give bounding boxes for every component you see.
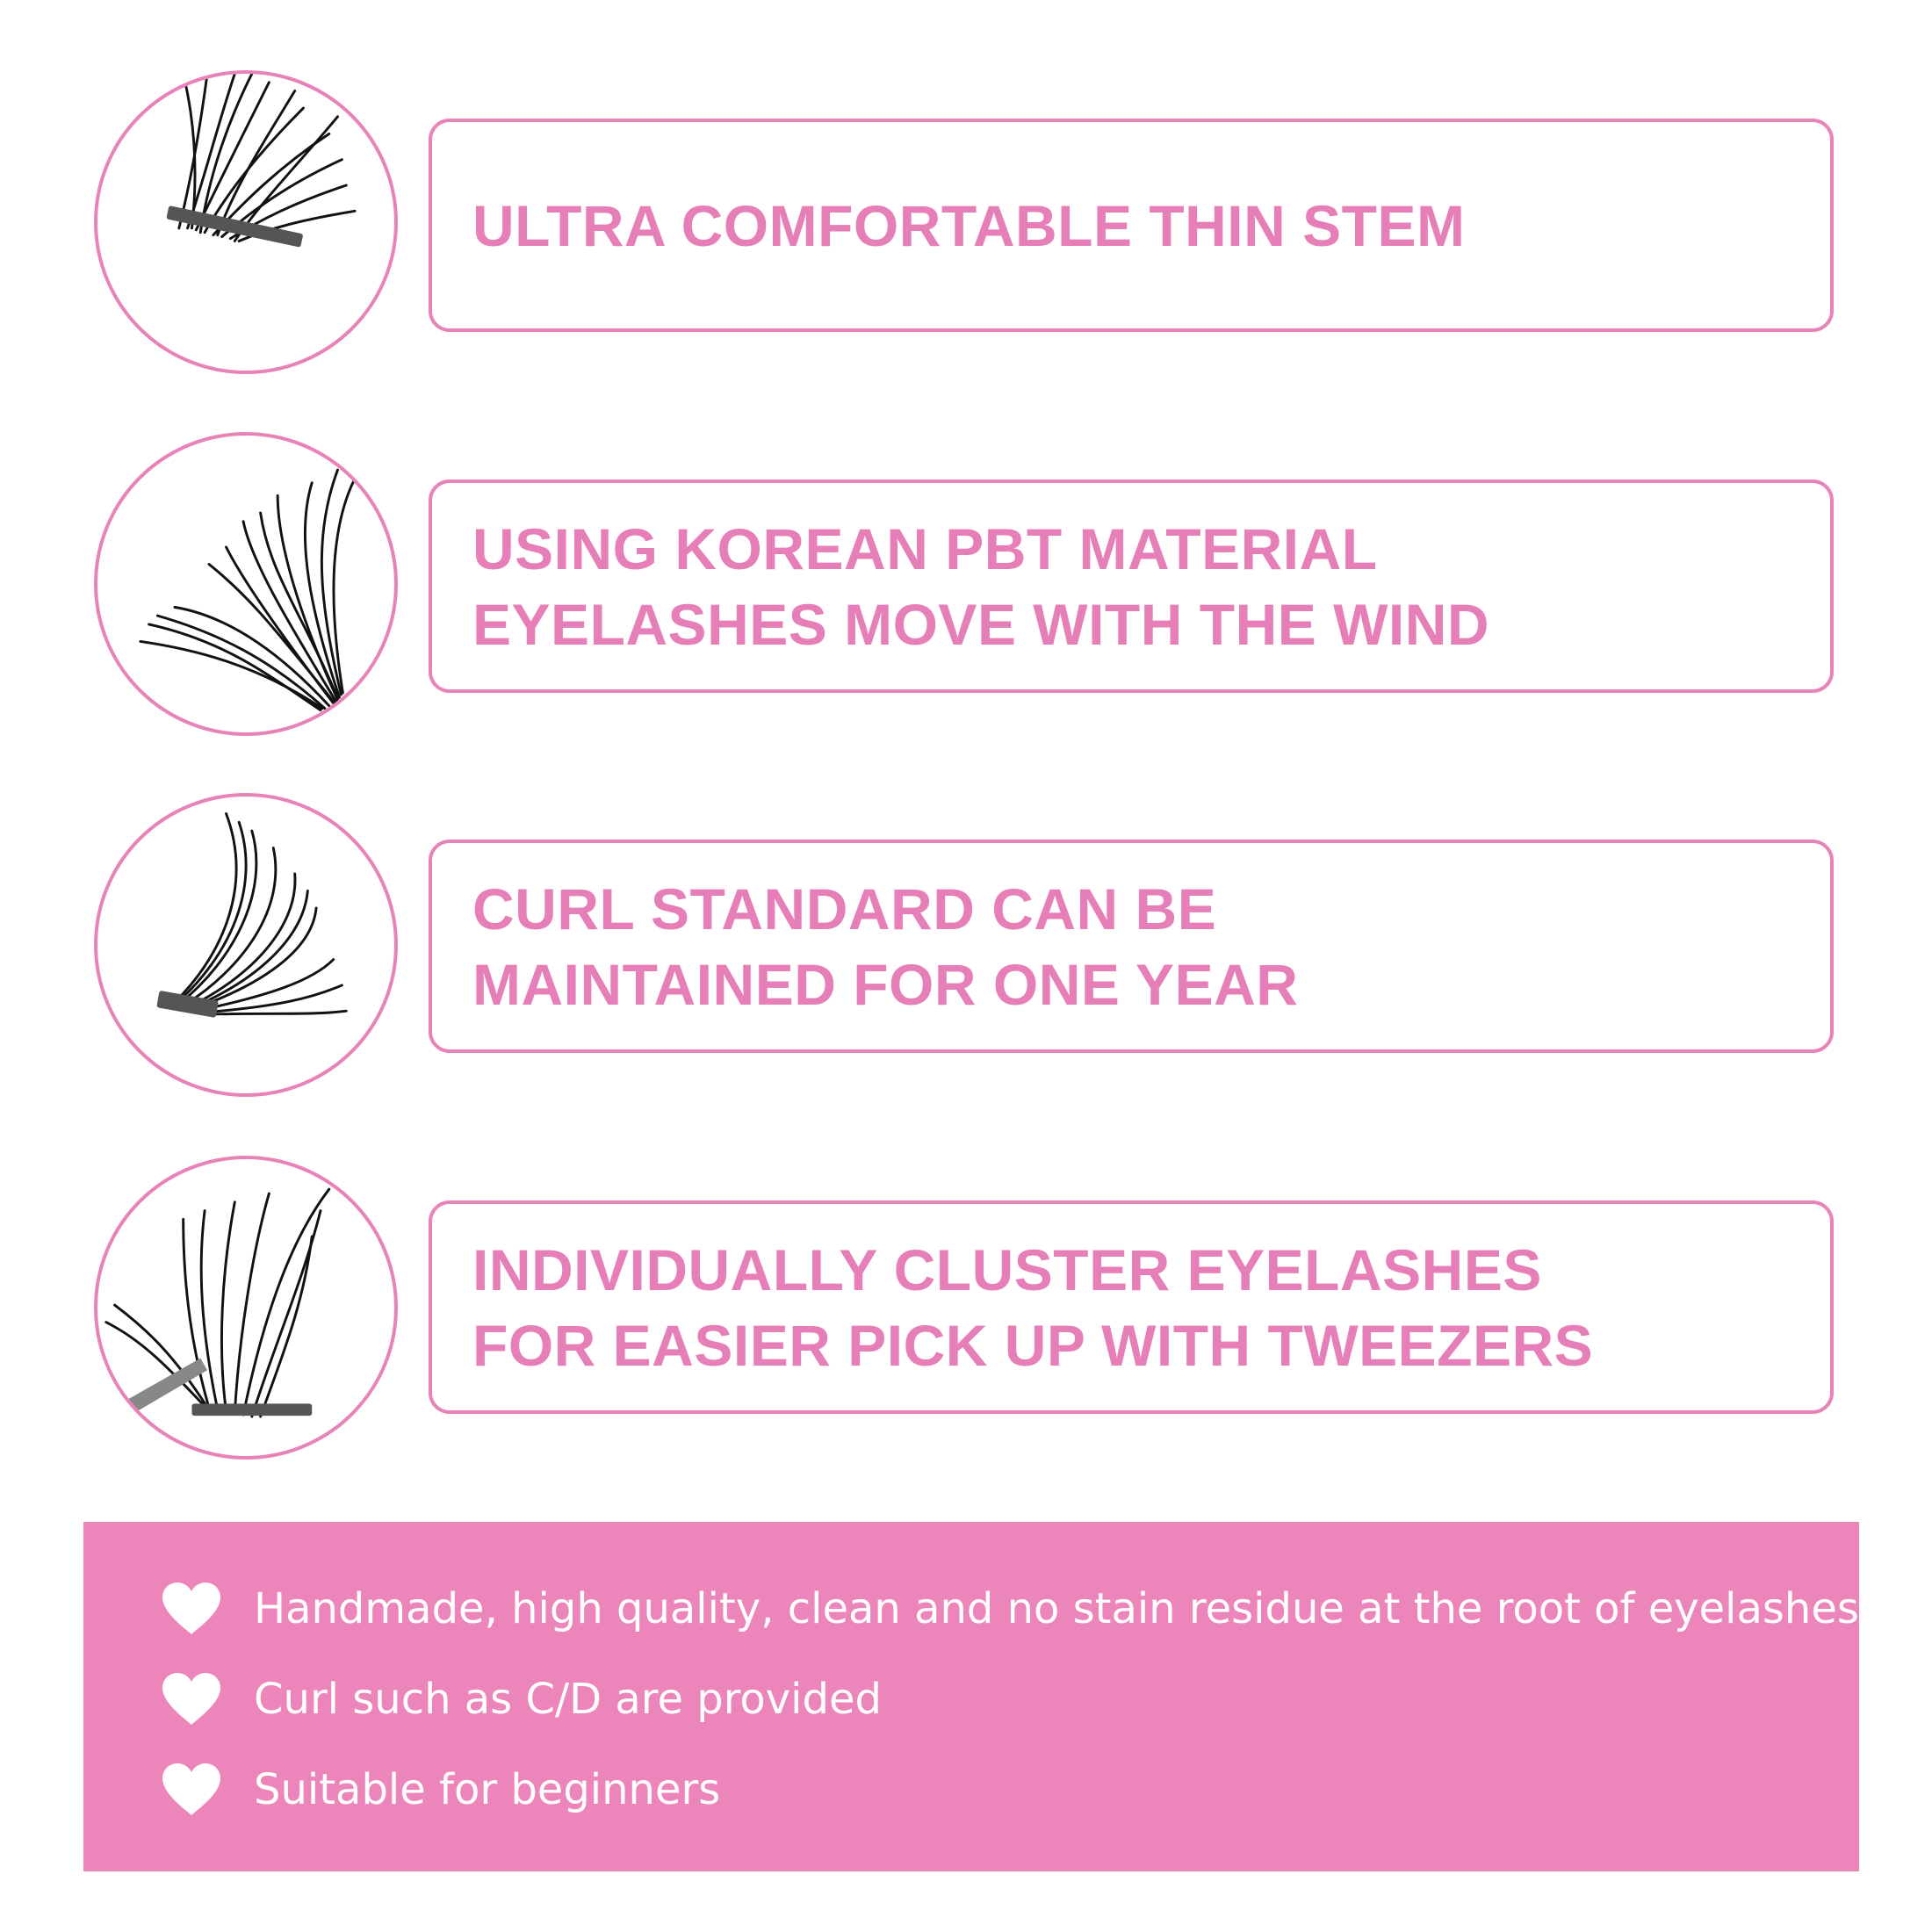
wispy-pbt-lash-image [94, 432, 398, 736]
feature-title: ULTRA COMFORTABLE THIN STEM [472, 192, 1466, 258]
heart-icon [161, 1672, 222, 1727]
feature-card-curl-standard [429, 840, 1834, 1053]
heart-icon [161, 1763, 222, 1817]
benefits-panel [83, 1522, 1859, 1871]
feature-card-pbt-material [429, 479, 1834, 693]
feature-card-thin-stem [429, 119, 1834, 332]
feature-title: INDIVIDUALLY CLUSTER EYELASHES FOR EASIER PICK UP WITH TWEEZERS [472, 1236, 1594, 1378]
curled-lash-image [94, 793, 398, 1097]
benefit-text: Handmade, high quality, clean and no stain residue at the root of eyelashes [254, 1584, 1859, 1633]
benefit-text: Curl such as C/D are provided [254, 1675, 882, 1724]
feature-card-individual-cluster [429, 1200, 1834, 1414]
feature-title: USING KOREAN PBT MATERIAL EYELASHES MOVE WITH THE WIND [472, 515, 1490, 657]
tweezers-lash-image [94, 1156, 398, 1460]
benefit-item [161, 1582, 1859, 1636]
benefit-text: Suitable for beginners [254, 1765, 721, 1814]
thin-stem-lash-image [94, 70, 398, 374]
benefit-item [161, 1672, 882, 1727]
heart-icon [161, 1582, 222, 1636]
benefit-item [161, 1763, 720, 1817]
feature-title: CURL STANDARD CAN BE MAINTAINED FOR ONE YEAR [472, 876, 1299, 1017]
